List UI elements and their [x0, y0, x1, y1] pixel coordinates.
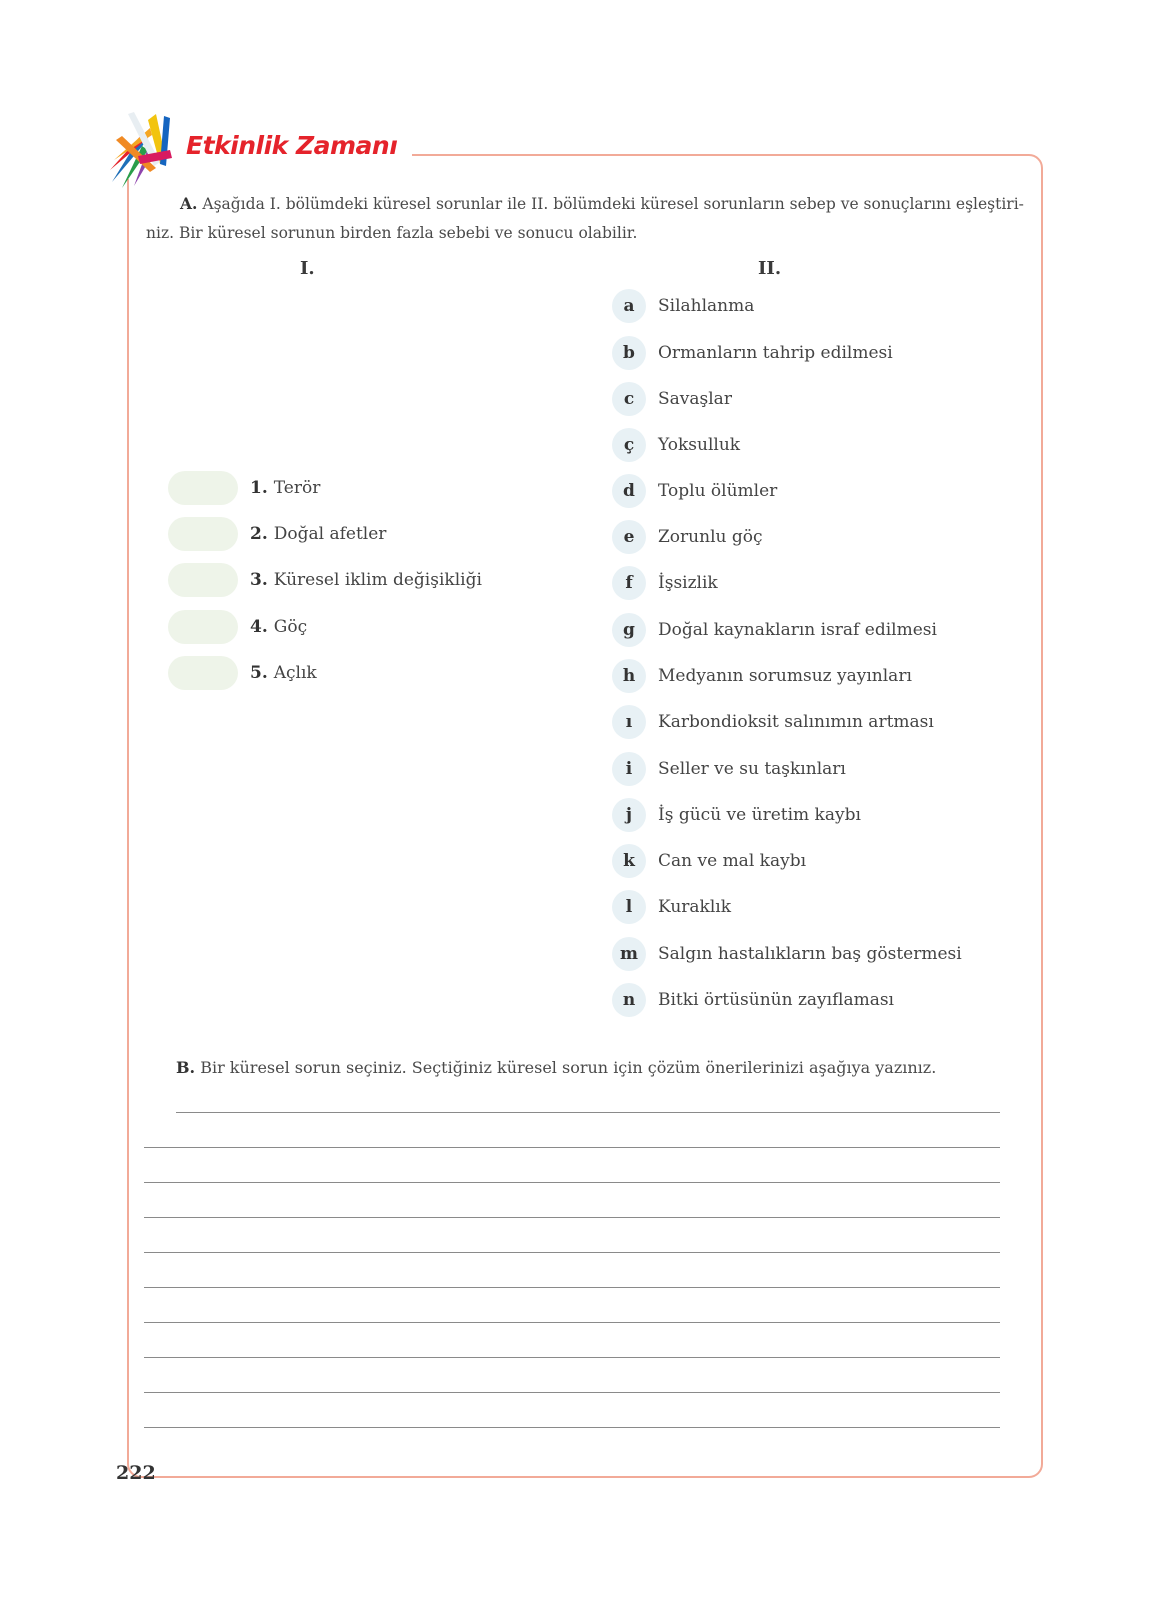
- cause-text: Karbondioksit salınımın artması: [658, 712, 934, 732]
- cause-item-f: [612, 565, 718, 601]
- instructions-b-text: Bir küresel sorun seçiniz. Seçtiğiniz küresel sorun için çözüm önerilerinizi aşağıya yazınız.: [200, 1058, 937, 1077]
- problem-number: 3.: [250, 570, 268, 590]
- problem-text: Doğal afetler: [273, 524, 387, 544]
- problem-item-5: [168, 655, 317, 691]
- answer-blank-3[interactable]: [168, 563, 238, 597]
- cause-item-i: [612, 751, 846, 787]
- cause-item-k: [612, 843, 806, 879]
- problem-text: Göç: [273, 617, 308, 637]
- cause-letter: ı: [612, 705, 646, 739]
- cause-item-g: [612, 612, 937, 648]
- answer-blank-1[interactable]: [168, 471, 238, 505]
- colored-pencils-icon: [104, 110, 186, 190]
- cause-letter: d: [612, 474, 646, 508]
- cause-item-a: [612, 288, 754, 324]
- activity-title: Etkinlik Zamanı: [186, 131, 398, 160]
- cause-letter: h: [612, 659, 646, 693]
- cause-text: Silahlanma: [658, 296, 755, 316]
- writing-line[interactable]: [144, 1252, 1000, 1253]
- problem-item-1: [168, 470, 320, 506]
- writing-line[interactable]: [176, 1112, 1000, 1113]
- cause-letter: f: [612, 566, 646, 600]
- cause-item-cc: [612, 427, 740, 463]
- cause-letter: a: [612, 289, 646, 323]
- cause-letter: m: [612, 937, 646, 971]
- cause-text: Bitki örtüsünün zayıflaması: [658, 990, 894, 1010]
- problem-text: Terör: [273, 478, 321, 498]
- instructions-a-text: Aşağıda I. bölümdeki küresel sorunlar ile II. bölümdeki küresel sorunların sebep ve sonuçlarını eşleştiri- niz. Bir küresel sorunun birden fazla sebebi ve sonucu olabilir.: [146, 195, 1024, 242]
- cause-item-d: [612, 473, 777, 509]
- section-a-label: A.: [180, 194, 198, 213]
- cause-letter: c: [612, 382, 646, 416]
- cause-item-h: [612, 658, 912, 694]
- writing-line[interactable]: [144, 1217, 1000, 1218]
- instructions-b: [176, 1058, 936, 1077]
- cause-text: Toplu ölümler: [658, 481, 778, 501]
- cause-text: İşsizlik: [658, 573, 718, 593]
- cause-text: Yoksulluk: [658, 435, 741, 455]
- answer-blank-2[interactable]: [168, 517, 238, 551]
- problem-item-2: [168, 516, 386, 552]
- cause-text: Can ve mal kaybı: [658, 851, 807, 871]
- writing-line[interactable]: [144, 1427, 1000, 1428]
- cause-letter: j: [612, 798, 646, 832]
- section-b-label: B.: [176, 1058, 196, 1077]
- cause-item-j: [612, 797, 861, 833]
- cause-letter: e: [612, 520, 646, 554]
- cause-letter: b: [612, 336, 646, 370]
- cause-text: Medyanın sorumsuz yayınları: [658, 666, 912, 686]
- cause-text: Seller ve su taşkınları: [658, 759, 846, 779]
- problem-number: 1.: [250, 478, 268, 498]
- writing-line[interactable]: [144, 1357, 1000, 1358]
- cause-text: Zorunlu göç: [658, 527, 763, 547]
- activity-frame: [127, 154, 1043, 1478]
- problem-item-4: [168, 609, 307, 645]
- writing-line[interactable]: [144, 1287, 1000, 1288]
- writing-line[interactable]: [144, 1182, 1000, 1183]
- problem-number: 4.: [250, 617, 268, 637]
- cause-text: Kuraklık: [658, 897, 732, 917]
- problem-text: Küresel iklim değişikliği: [273, 570, 482, 590]
- cause-letter: k: [612, 844, 646, 878]
- cause-item-b: [612, 335, 893, 371]
- cause-item-n: [612, 982, 894, 1018]
- page-number: 222: [116, 1462, 156, 1484]
- writing-line[interactable]: [144, 1392, 1000, 1393]
- cause-text: Salgın hastalıkların baş göstermesi: [658, 944, 962, 964]
- cause-item-e: [612, 519, 763, 555]
- problem-item-3: [168, 562, 482, 598]
- column-i-title: I.: [300, 258, 315, 279]
- cause-letter: g: [612, 613, 646, 647]
- writing-line[interactable]: [144, 1322, 1000, 1323]
- column-ii-title: II.: [758, 258, 782, 279]
- problem-text: Açlık: [273, 663, 317, 683]
- instructions-a: [146, 189, 1026, 248]
- cause-item-c: [612, 381, 732, 417]
- writing-line[interactable]: [144, 1147, 1000, 1148]
- cause-letter: i: [612, 752, 646, 786]
- problem-number: 5.: [250, 663, 268, 683]
- cause-letter: ç: [612, 428, 646, 462]
- cause-letter: l: [612, 890, 646, 924]
- answer-blank-4[interactable]: [168, 610, 238, 644]
- cause-item-m: [612, 936, 962, 972]
- answer-blank-5[interactable]: [168, 656, 238, 690]
- cause-item-l: [612, 889, 731, 925]
- problem-number: 2.: [250, 524, 268, 544]
- cause-text: Ormanların tahrip edilmesi: [658, 343, 893, 363]
- cause-text: Savaşlar: [658, 389, 732, 409]
- cause-item-dotless-i: [612, 704, 934, 740]
- cause-text: İş gücü ve üretim kaybı: [658, 805, 861, 825]
- cause-letter: n: [612, 983, 646, 1017]
- cause-text: Doğal kaynakların israf edilmesi: [658, 620, 937, 640]
